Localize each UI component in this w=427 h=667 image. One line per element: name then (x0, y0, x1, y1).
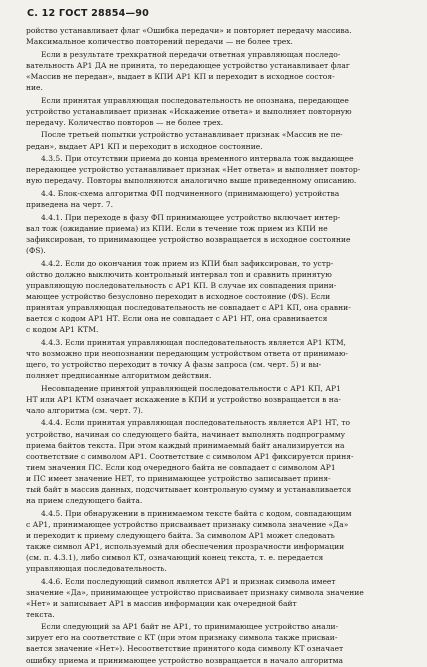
text-line: 4.4.3. Если принятая управляющая последовательность является АР1 КТМ, (41, 337, 346, 347)
text-line: (см. п. 4.3.1), либо символ КТ, означающий конец текста, т. е. передается (26, 552, 324, 562)
text-line: (ФS). (26, 246, 46, 256)
text-line: текста. (26, 609, 55, 619)
text-line: и ПС имеет значение НЕТ, то принимающее устройство записывает приня- (26, 473, 331, 483)
text-line: также символ АР1, используемый для обеспечения прозрачности информации (26, 541, 345, 551)
text-line: щего, то устройство переходит в точку А фазы запроса (см. черт. 5) и вы- (26, 359, 322, 369)
document-body (26, 25, 408, 667)
text-line: После третьей попытки устройство устанавливает признак «Массив не пе- (41, 130, 343, 140)
text-line: вается значение «Нет»). Несоответствие принятого кода символу КТ означает (26, 644, 344, 654)
text-line: тый байт в массив данных, подсчитывает контрольную сумму и устанавливается (26, 484, 352, 494)
text-line: приведена на черт. 7. (26, 200, 114, 210)
paragraph (26, 258, 408, 335)
text-line: Несовпадение принятой управляющей последовательности с АР1 КП, АР1 (41, 383, 341, 393)
text-line: с кодом АР1 КТМ. (26, 325, 99, 335)
paragraph (26, 621, 408, 665)
page-header: С. 12 ГОСТ 28854—90 (27, 8, 150, 19)
text-line: ние. (26, 82, 43, 92)
text-line: с АР1, принимающее устройство присваивает признаку символа значение «Да» (26, 519, 349, 529)
text-line: 4.3.5. При отсутствии приема до конца временного интервала тож выдающее (41, 154, 354, 164)
text-line: 4.4.1. При переходе в фазу ФП принимающее устройство включает интер- (41, 212, 341, 222)
text-line: что возможно при неопознании передающим устройством ответа от принимаю- (26, 348, 348, 358)
text-line: устройство устанавливает признак «Искажение ответа» и выполняет повторную (26, 106, 352, 116)
text-line: 4.4.6. Если последующий символ является АР1 и признак символа имеет (41, 576, 336, 586)
text-line: значение «Да», принимающее устройство присваивает признаку символа значение (26, 587, 364, 597)
text-line: вается с кодом АР1 НТ. Если она не совпадает с АР1 НТ, она сравнивается (26, 313, 328, 323)
text-line: чало алгоритма (см. черт. 7). (26, 405, 144, 415)
text-line: 4.4.2. Если до окончания тож прием из КПИ был зафиксирован, то устр- (41, 258, 334, 268)
text-line: полняет предписанные алгоритмом действия. (26, 370, 212, 380)
text-line: «Массив не передан», выдает в КПИ АР1 КП и переходит в исходное состоя- (26, 71, 335, 81)
paragraph (26, 508, 408, 574)
text-line: вал тож (ожидание приема) из КПИ. Если в течение тож прием из КПИ не (26, 223, 328, 233)
text-line: ную передачу. Повторы выполняются аналогично выше приведенному описанию. (26, 176, 357, 186)
text-line: Максимальное количество повторений передачи — не более трех. (26, 37, 293, 47)
paragraph (26, 383, 408, 416)
text-line: 4.4.5. При обнаружении в принимаемом тексте байта с кодом, совпадающим (41, 508, 352, 518)
paragraph (26, 95, 408, 128)
text-line: соответствие с символом АР1. Соответствие с символом АР1 фиксируется приня- (26, 451, 354, 461)
text-line: ойство должно выключить контрольный интервал топ и сравнить принятую (26, 269, 332, 279)
text-line: 4.4.4. Если принятая управляющая последовательность является АР1 НТ, то (41, 418, 351, 428)
text-line: мающее устройство безусловно переходит в исходное состояние (ФS). Если (26, 291, 331, 301)
paragraph (26, 188, 408, 210)
text-line: и переходит к приему следующего байта. За символом АР1 может следовать (26, 530, 335, 540)
text-line: управляющая последовательность. (26, 563, 167, 573)
text-line: устройство, начиная со следующего байта, начинает выполнять подпрограмму (26, 429, 346, 439)
text-line: на прием следующего байта. (26, 495, 143, 505)
text-line: зафиксирован, то принимающее устройство возвращается в исходное состояние (26, 234, 351, 244)
text-line: управляющую последовательность с АР1 КП. В случае их совпадения прини- (26, 280, 337, 290)
text-line: ройство устанавливает флаг «Ошибка передачи» и повторяет передачу массива. (26, 26, 352, 35)
paragraph (26, 337, 408, 381)
text-line: вательность АР1 ДА не принята, то передающее устройство устанавливает флаг (26, 60, 350, 70)
text-line: принятая управляющая последовательность не совпадает с АР1 КП, она сравни- (26, 302, 351, 312)
text-line: «Нет» и записывает АР1 в массив информации как очередной байт (26, 598, 297, 608)
paragraph (26, 25, 408, 47)
text-line: Если в результате трехкратной передачи ответная управляющая последо- (41, 49, 341, 59)
text-line: 4.4. Блок-схема алгоритма ФП подчиненного (принимающего) устройства (41, 189, 340, 199)
text-line: тием значения ПС. Если код очередного байта не совпадает с символом АР1 (26, 462, 336, 472)
paragraph (26, 49, 408, 93)
text-line: ошибку приема и принимающее устройство возвращается в начало алгоритма (26, 655, 343, 665)
text-line: передающее устройство устанавливает признак «Нет ответа» и выполняет повтор- (26, 165, 361, 175)
text-line: зирует его на соответствие с КТ (при этом признаку символа также присваи- (26, 633, 338, 643)
text-line: Если следующий за АР1 байт не АР1, то принимающее устройство анали- (41, 622, 339, 632)
text-line: НТ или АР1 КТМ означает искажение в КПИ и устройство возвращается в на- (26, 394, 341, 404)
paragraph (26, 129, 408, 151)
paragraph (26, 212, 408, 256)
paragraph (26, 576, 408, 620)
text-line: передачу. Количество повторов — не более трех. (26, 117, 224, 127)
paragraph (26, 417, 408, 505)
text-line: приема байтов текста. При этом каждый принимаемый байт анализируется на (26, 440, 345, 450)
text-line: редан», выдает АР1 КП и переходит в исходное состояние. (26, 141, 263, 151)
text-line: Если принятая управляющая последовательность не опознана, передающее (41, 95, 349, 105)
paragraph (26, 153, 408, 186)
